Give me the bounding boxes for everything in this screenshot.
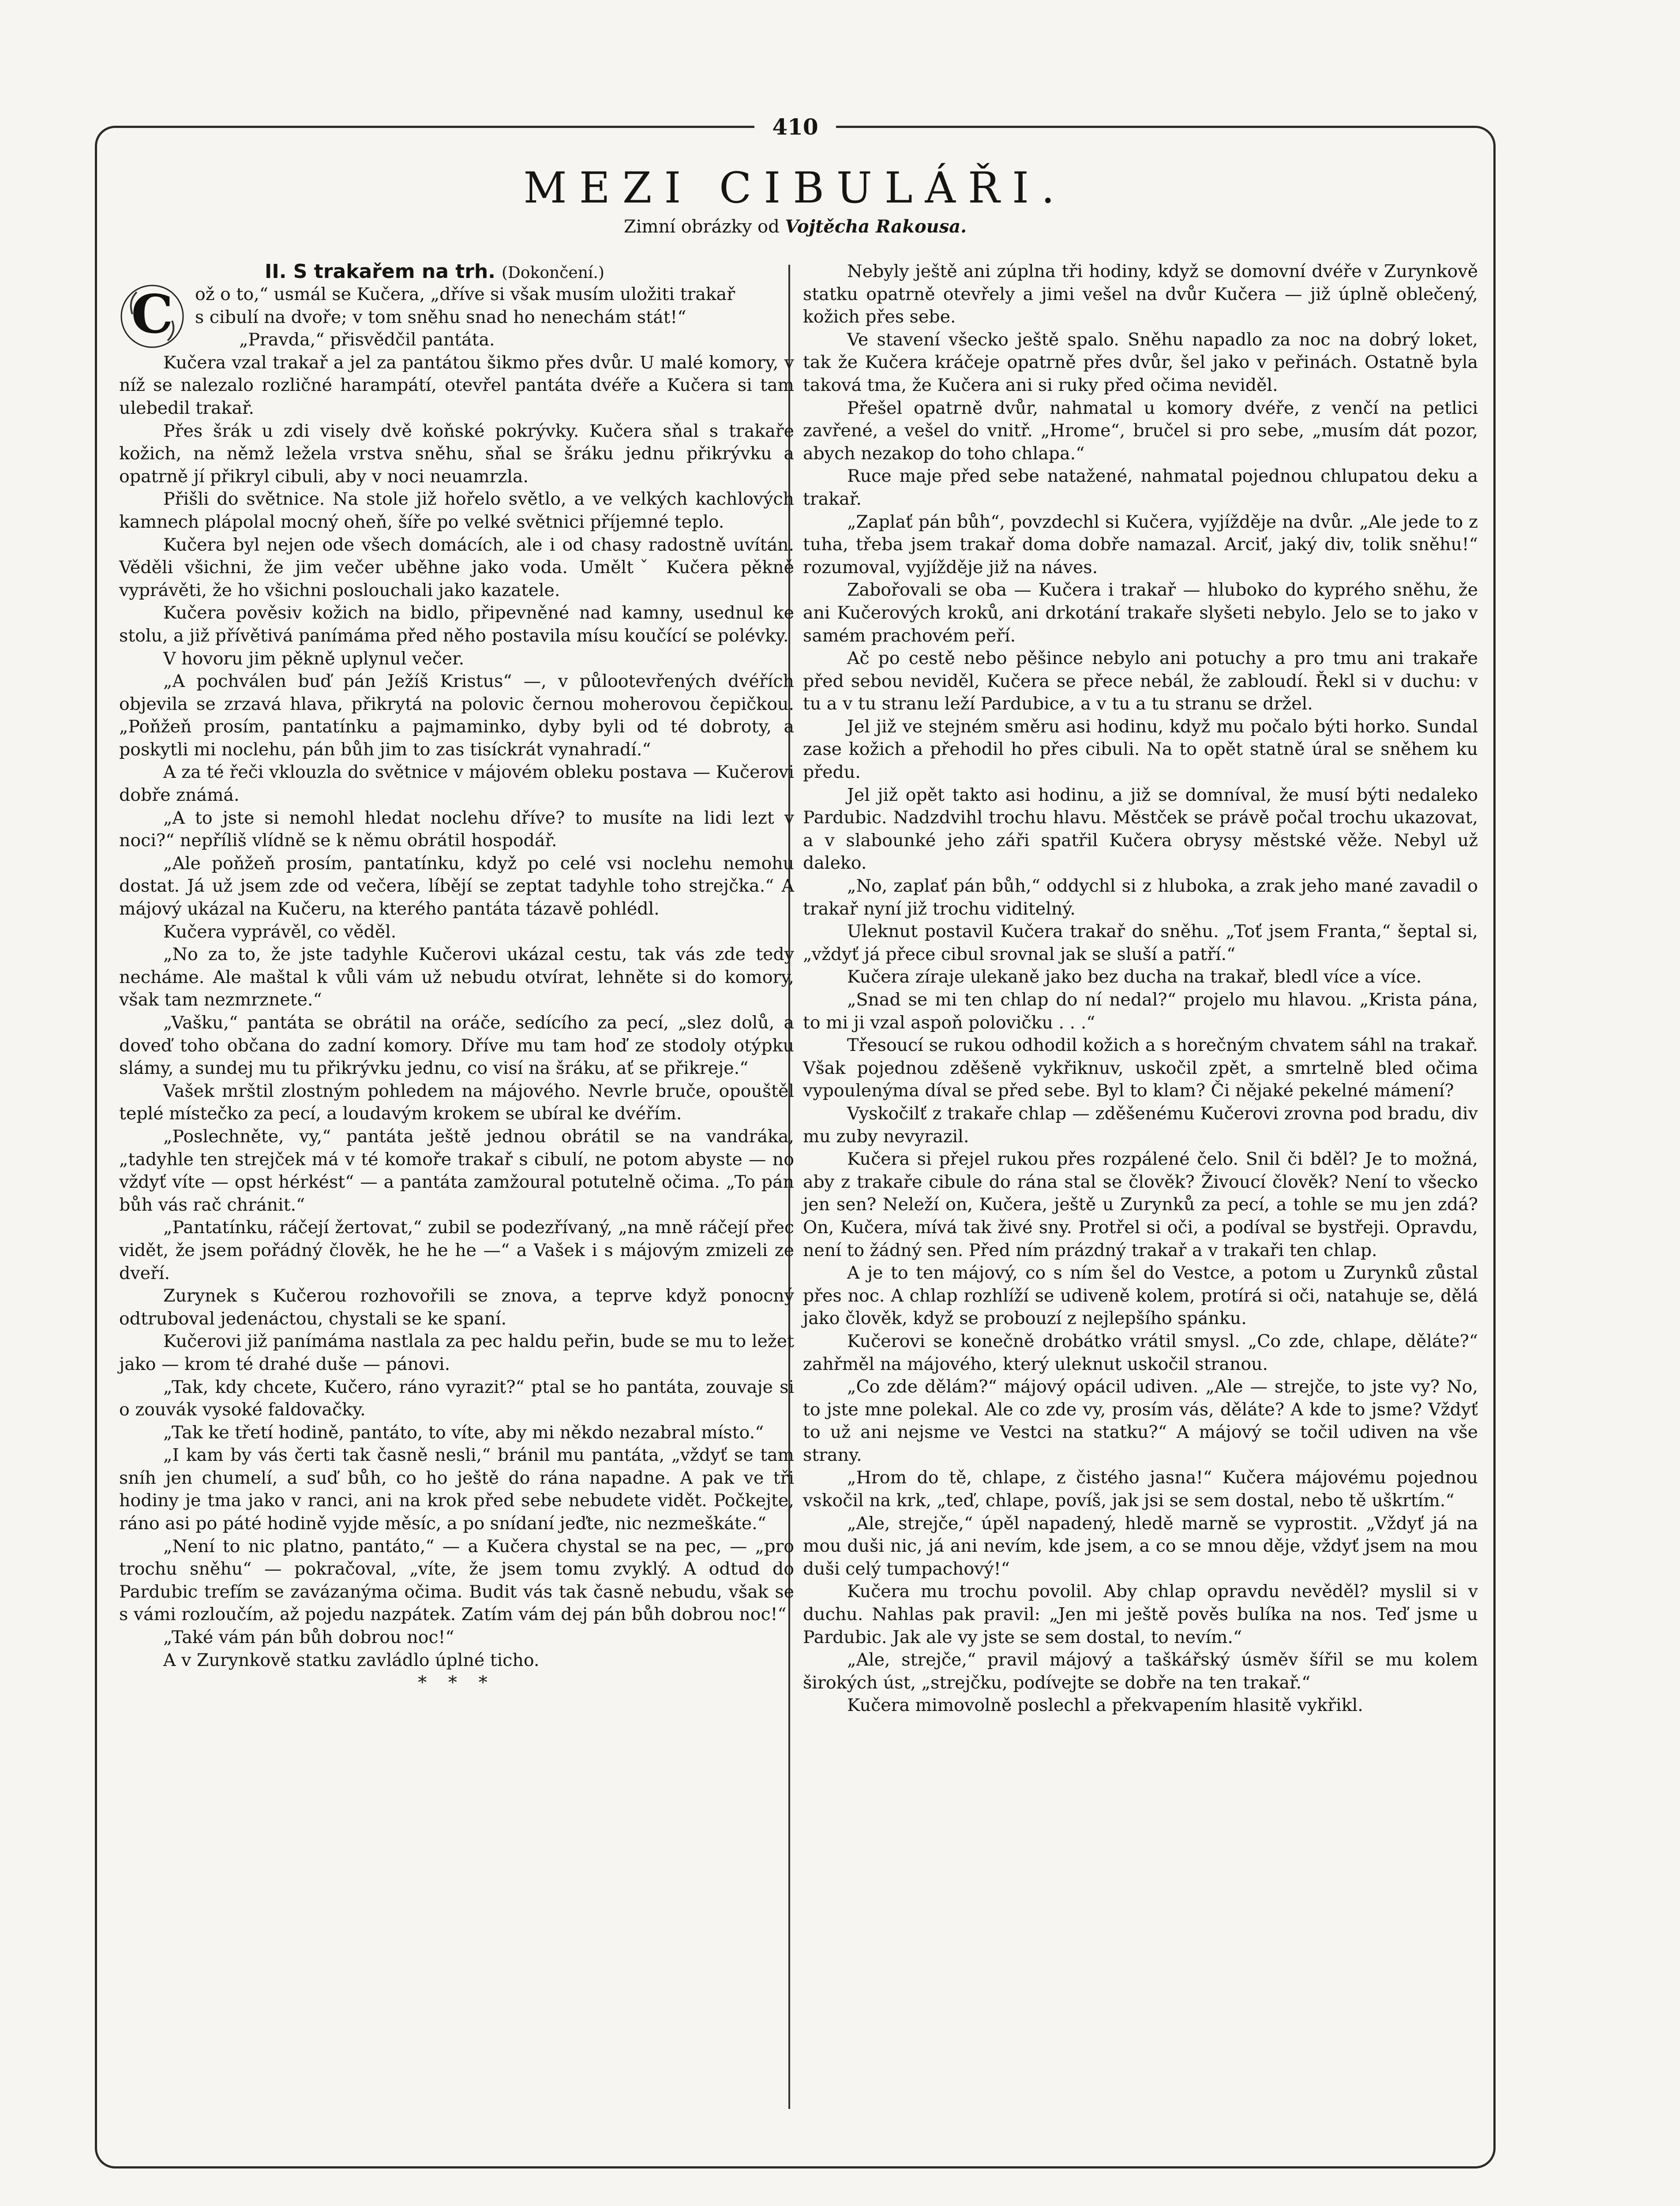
paragraph: „Ale, strejče,“ úpěl napadený, hledě marně se vyprostit. „Vždyť já na mou duši nic, já ani nevím, kde jsem, a co se mnou děje, vždyť jsem na mou duši celý tumpachový!“ [803,1513,1478,1579]
paragraph: Přišli do světnice. Na stole již hořelo světlo, a ve velkých kachlových kamnech plápolal mocný oheň, šíře po velké světnici příjemné teplo. [119,489,794,532]
paragraph: Vašek mrštil zlostným pohledem na májového. Nevrle bruče, opouštěl teplé místečko za pecí, a loudavým krokem se ubíral ke dvéřím. [119,1080,794,1124]
first-line-1: ož o to,“ usmál se Kučera, „dříve si však musím uložiti trakař [195,284,735,304]
page-number-area [95,114,1496,140]
paragraph: „I kam by vás čerti tak časně nesli,“ bránil mu pantáta, „vždyť se tam sníh jen chumelí, a suď bůh, co ho ještě do rána napadne. A pak ve tři hodiny je tma jako v ranci, ani na krok před sebe nebudete vidět. Počkejte, ráno asi po páté hodině vyjde měsíc, a po snídaní jeďte, nic nezmeškáte.“ [119,1445,794,1534]
paragraph: „Ale, strejče,“ pravil májový a taškářský úsměv šířil se mu kolem širokých úst, „strejčku, podívejte se dobře na ten trakař.“ [803,1650,1478,1693]
paragraph: Kučera byl nejen ode všech domácích, ale i od chasy radostně uvítán. Věděli všichni, že jim večer uběhne jako voda. Uměltˇ Kučera pěkně vyprávěti, že ho všichni poslouchali jako kazatele. [119,534,794,600]
paragraph: „No, zaplať pán bůh,“ oddychl si z hluboka, a zrak jeho mané zavadil o trakař nyní již trochu viditelný. [803,876,1478,919]
paragraph: „Zaplať pán bůh“, povzdechl si Kučera, vyjížděje na dvůr. „Ale jede to z tuha, třeba jsem trakař doma dobře namazal. Arciť, jaký div, tolik sněhu!“ rozumoval, vyjížděje již na náves. [803,511,1478,578]
paragraph: Vyskočilť z trakaře chlap — zděšenému Kučerovi zrovna pod bradu, div mu zuby nevyrazil. [803,1103,1478,1147]
paragraph: Ve stavení všecko ještě spalo. Sněhu napadlo za noc na dobrý loket, tak že Kučera kráčeje opatrně přes dvůr, šel jako v peřinách. Ostatně byla taková tma, že Kučera ani si ruky před očima neviděl. [803,329,1478,395]
paragraph: „Co zde dělám?“ májový opácil udiven. „Ale — strejče, to jste vy? No, to jste mne polekal. Ale co zde vy, prosím vás, děláte? A kde to jsme? Vždyť to už ani nejsme ve Vestci na statku?“ A májový se točil udiven na vše strany. [803,1377,1478,1465]
paragraph: Kučera mu trochu povolil. Aby chlap opravdu nevěděl? myslil si v duchu. Nahlas pak pravil: „Jen mi ještě pověs bulíka na nos. Teď jsme u Pardubic. Jak ale vy jste se sem dostal, to nevím.“ [803,1581,1478,1647]
right-column-text [803,260,1478,1717]
paragraph: Jel již opět takto asi hodinu, a již se domníval, že musí býti nedaleko Pardubic. Nadzdvihl trochu hlavu. Městček se právě počal trochu ukazovat, a v slabounké jeho záři spatřil Kučera obrysy městské věže. Nebyl už daleko. [803,784,1478,874]
paragraph: „A pochválen buď pán Ježíš Kristus“ —, v půlootevřených dvéřích objevila se zrzavá hlava, přikrytá na polovic černou moherovou čepičkou. „Poňžeň prosím, pantatínku a pajmaminko, dyby byli od té dobroty, a poskytli mi noclehu, pán bůh jim to zas tisíckrát vynahradí.“ [119,671,794,760]
right-column [803,260,1478,1717]
paragraph: „A to jste si nemohl hledat noclehu dříve? to musíte na lidi lezt v noci?“ nepříliš vlídně se k němu obrátil hospodář. [119,807,794,851]
paragraph: Kučerovi již panímáma nastlala za pec haldu peřin, bude se mu to ležet jako — krom té drahé duše — pánovi. [119,1331,794,1374]
left-column [119,260,794,1695]
paragraph: Přešel opatrně dvůr, nahmatal u komory dvéře, z venčí na petlici zavřené, a vešel do vnitř. „Hrome“, bručel si pro sebe, „musím dát pozor, abych nezakop do toho chlapa.“ [803,398,1478,464]
article-title: MEZI CIBULÁŘI. [523,163,1067,213]
subtitle-prefix: Zimní obrázky od [623,217,780,237]
article-subtitle [95,216,1496,237]
paragraph: „Pravda,“ přisvědčil pantáta. [239,330,495,350]
section-break: * * * [418,1673,495,1693]
paragraph: Ruce maje před sebe natažené, nahmatal pojednou chlupatou deku a trakař. [803,466,1478,509]
paragraph: Kučera vyprávěl, co věděl. [163,921,397,942]
paragraph: „Snad se mi ten chlap do ní nedal?“ projelo mu hlavou. „Krista pána, to mi ji vzal aspoň polovičku . . .“ [803,990,1478,1033]
paragraph: Kučera si přejel rukou přes rozpálené čelo. Snil či bděl? Je to možná, aby z trakaře cibule do rána stal se člověk? Živoucí člověk? Není to všecko jen sen? Neleží on, Kučera, ještě u Zurynků za pecí, a tohle se mu jen zdá? On, Kučera, mívá tak živé sny. Protřel si oči, a podíval se bystřeji. Opravdu, není to žádný sen. Před ním prázdný trakař a v trakaři ten chlap. [803,1149,1478,1261]
paragraph: Kučera vzal trakař a jel za pantátou šikmo přes dvůr. U malé komory, v níž se nalezalo rozličné harampátí, otevřel pantáta dvéře a Kučera si tam ulebedil trakař. [119,352,794,418]
paragraph: Zabořovali se oba — Kučera i trakař — hluboko do kyprého sněhu, že ani Kučerových kroků, ani drkotání trakaře slyšeti nebylo. Jelo se to jako v samém prachovém peří. [803,580,1478,646]
paragraph: A je to ten májový, co s ním šel do Vestce, a potom u Zurynků zůstal přes noc. A chlap rozhlíží se udiveně kolem, protírá si oči, natahuje se, dělá jako člověk, když se probouzí z nejlepšího spánku. [803,1263,1478,1329]
paragraph: „Tak ke třetí hodině, pantáto, to víte, aby mi někdo nezabral místo.“ [163,1422,764,1443]
paragraph: Zurynek s Kučerou rozhovořili se znova, a teprve když ponocný odtruboval jedenáctou, chystali se ke spaní. [119,1286,794,1329]
first-paragraph [119,283,794,329]
chapter-heading-line [119,260,794,283]
paragraph: „Pantatínku, ráčejí žertovat,“ zubil se podezřívaný, „na mně ráčejí přec vidět, že jsem pořádný člověk, he he he —“ a Vašek i s májovým zmizeli ze dveří. [119,1217,794,1283]
paragraph: „Není to nic platno, pantáto,“ — a Kučera chystal se na pec, — „pro trochu sněhu“ — pokračoval, „víte, že jsem tomu zvyklý. A odtud do Pardubic trefím se zavázanýma očima. Budit vás tak časně nebudu, však se s vámi rozloučím, až pojedu nazpátek. Zatím vám dej pán bůh dobrou noc!“ [119,1536,794,1625]
paragraph: Ač po cestě nebo pěšince nebylo ani potuchy a pro tmu ani trakaře před sebou neviděl, Kučera se přece nebál, že zabloudí. Řekl si v duchu: v tu a v tu stranu leží Pardubice, a v tu a tu stranu se držel. [803,648,1478,714]
paragraph: A za té řeči vklouzla do světnice v májovém obleku postava — Kučerovi dobře známá. [119,762,794,806]
paragraph: Kučera mimovolně poslechl a překvapením hlasitě vykřikl. [847,1695,1363,1716]
paragraph: „No za to, že jste tadyhle Kučerovi ukázal cestu, tak vás zde tedy necháme. Ale maštal k vůli vám už nebudu otvírat, lehněte si do komory, však tam nezmrznete.“ [119,944,794,1010]
paragraph: Kučerovi se konečně drobátko vrátil smysl. „Co zde, chlape, děláte?“ zahřměl na májového, který uleknut uskočil stranou. [803,1331,1478,1374]
paragraph: V hovoru jim pěkně uplynul večer. [163,648,465,669]
paragraph: A v Zurynkově statku zavládlo úplné ticho. [163,1650,540,1670]
paragraph: Přes šrák u zdi visely dvě koňské pokrývky. Kučera sňal s trakaře kožich, na němž ležela vrstva sněhu, sňal se šráku jednu přikrývku a opatrně jí přikryl cibuli, aby v noci neuamrzla. [119,420,794,487]
paragraph: Kučera pověsiv kožich na bidlo, připevněné nad kamny, usednul ke stolu, a již přívětivá panímáma před něho postavila mísu koučící se polévky. [119,603,794,646]
paragraph: „Ale poňžeň prosím, pantatínku, když po celé vsi noclehu nemohu dostat. Já už jsem zde od večera, líbějí se zeptat tadyhle toho strejčka.“ A májový ukázal na Kučeru, na kterého pantáta tázavě pohlédl. [119,853,794,919]
chapter-note: (Dokončení.) [501,264,604,282]
paragraph: „Hrom do tě, chlape, z čistého jasna!“ Kučera májovému pojednou vskočil na krk, „teď, chlape, povíš, jak jsi se sem dostal, nebo tě uškrtím.“ [803,1467,1478,1511]
paragraph: Třesoucí se rukou odhodil kožich a s horečným chvatem sáhl na trakař. Však pojednou zděšeně vykřiknuv, uskočil zpět, a smrtelně bled očima vypoulenýma díval se před sebe. Byl to klam? Či nějaké pekelné mámení? [803,1035,1478,1101]
author-name: Vojtěcha Rakousa. [785,216,967,237]
paragraph: „Poslechněte, vy,“ pantáta ještě jednou obrátil se na vandráka, „tadyhle ten strejček má v té komoře trakař s cibulí, ne potom abyste — no vždyť víte — opst hérkést“ — a pantáta zamžoural potutelně očima. „To pán bůh vás rač chránit.“ [119,1126,794,1215]
left-column-text [119,329,794,1672]
paragraph: „Tak, kdy chcete, Kučero, ráno vyrazit?“ ptal se ho pantáta, zouvaje si o zouvák vysoké faldovačky. [119,1377,794,1420]
paragraph: Nebyly ještě ani zúplna tři hodiny, když se domovní dvéře v Zurynkově statku opatrně otevřely a jimi vešel na dvůr Kučera — již úplně oblečený, kožich přes sebe. [803,261,1478,327]
paragraph: Uleknut postavil Kučera trakař do sněhu. „Toť jsem Franta,“ šeptal si, „vždyť já přece cibul srovnal jak se sluší a patří.“ [803,921,1478,964]
paragraph: Kučera zíraje ulekaně jako bez ducha na trakař, bledl více a více. [847,967,1422,987]
chapter-heading: II. S trakařem na trh. [265,260,495,283]
paragraph: „Vašku,“ pantáta se obrátil na oráče, sedícího za pecí, „slez dolů, a doveď toho občana do zadní komory. Dříve mu tam hoď ze stodoly otýpku slámy, a sundej mu tu přikrývku jednu, co visí na šráku, ať se přikreje.“ [119,1013,794,1079]
dropcap-letter: C [131,283,173,345]
first-line-2: s cibulí na dvoře; v tom sněhu snad ho nenechám stát!“ [195,307,686,327]
paragraph: Jel již ve stejném směru asi hodinu, když mu počalo býti horko. Sundal zase kožich a přehodil ho přes cibuli. Na to opět statně úral se sněhem ku předu. [803,716,1478,783]
ornamental-dropcap [119,283,185,349]
page-number: 410 [754,114,836,140]
paragraph: „Také vám pán bůh dobrou noc!“ [163,1627,454,1648]
